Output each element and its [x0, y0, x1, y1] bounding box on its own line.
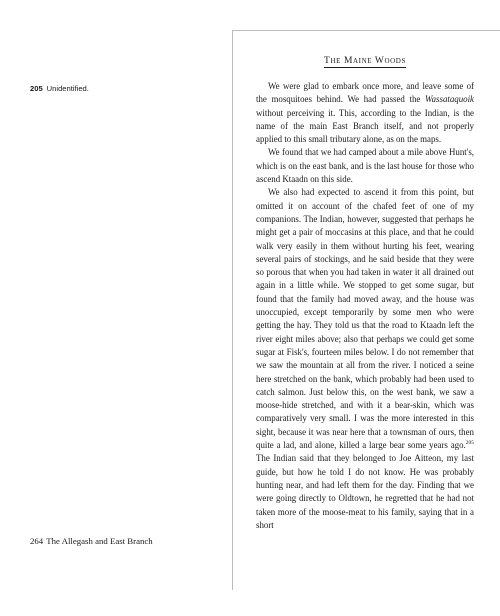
page-edge-left [232, 30, 233, 590]
text-run: We found that we had camped about a mile above Hunt's, which is on the east bank, and is the last house for those who ascend Ktaadn on this side. [256, 147, 474, 185]
footnote-ref: 205 [465, 440, 474, 447]
footnote-number: 205 [30, 84, 43, 93]
running-head-title: The Maine Woods [324, 56, 406, 66]
text-run: We were glad to embark once more, and leave some of the mosquitoes behind. We had passed the [256, 81, 474, 105]
footnote [30, 84, 210, 94]
footnote-text: Unidentified. [46, 84, 89, 93]
body-text [256, 80, 474, 532]
italic-text: Wassataquoik [425, 94, 474, 105]
folio [30, 536, 230, 546]
paragraph [256, 186, 474, 532]
running-head [256, 56, 474, 68]
paragraph [256, 80, 474, 146]
text-run: The Indian said that they belonged to Joe Aitteon, my last guide, but how he told I do not know. He was probably hunting near, and had left them for the day. Finding that we were going directly to Oldtown, he regretted that he had not taken more of the moose-meat to his family, saying that in a short [256, 453, 474, 530]
page-number: 264 [30, 536, 44, 546]
page-edge-top [232, 30, 500, 31]
text-run: without perceiving it. This, according to the Indian, is the name of the main East Branch itself, and not properly applied to this small tributary alone, as on the maps. [256, 107, 474, 145]
text-run: We also had expected to ascend it from this point, but omitted it on account of the chafed feet of one of my companions. The Indian, however, suggested that perhaps he might get a pair of moccasins at this place, and that he could walk very easily in them without hurting his feet, wearing several pairs of stockings, and he said beside that they were so porous that when you had taken in water it all drained out again in a little while. We stopped to get some sugar, but found that the family had moved away, and the house was unoccupied, except temporarily by some men who were getting the hay. They told us that the road to Ktaadn left the river eight miles above; also that perhaps we could get some sugar at Fisk's, fourteen miles below. I do not remember that we saw the mountain at all from the river. I noticed a seine here stretched on the bank, which probably had been used to catch salmon. Just below this, on the west bank, we saw a moose-hide stretched, and with it a bear-skin, which was comparatively very small. I was the more interested in this sight, because it was near here that a townsman of ours, then quite a lad, and alone, killed a large bear some years ago. [256, 187, 474, 451]
section-title: The Allegash and East Branch [46, 536, 153, 546]
paragraph [256, 146, 474, 186]
